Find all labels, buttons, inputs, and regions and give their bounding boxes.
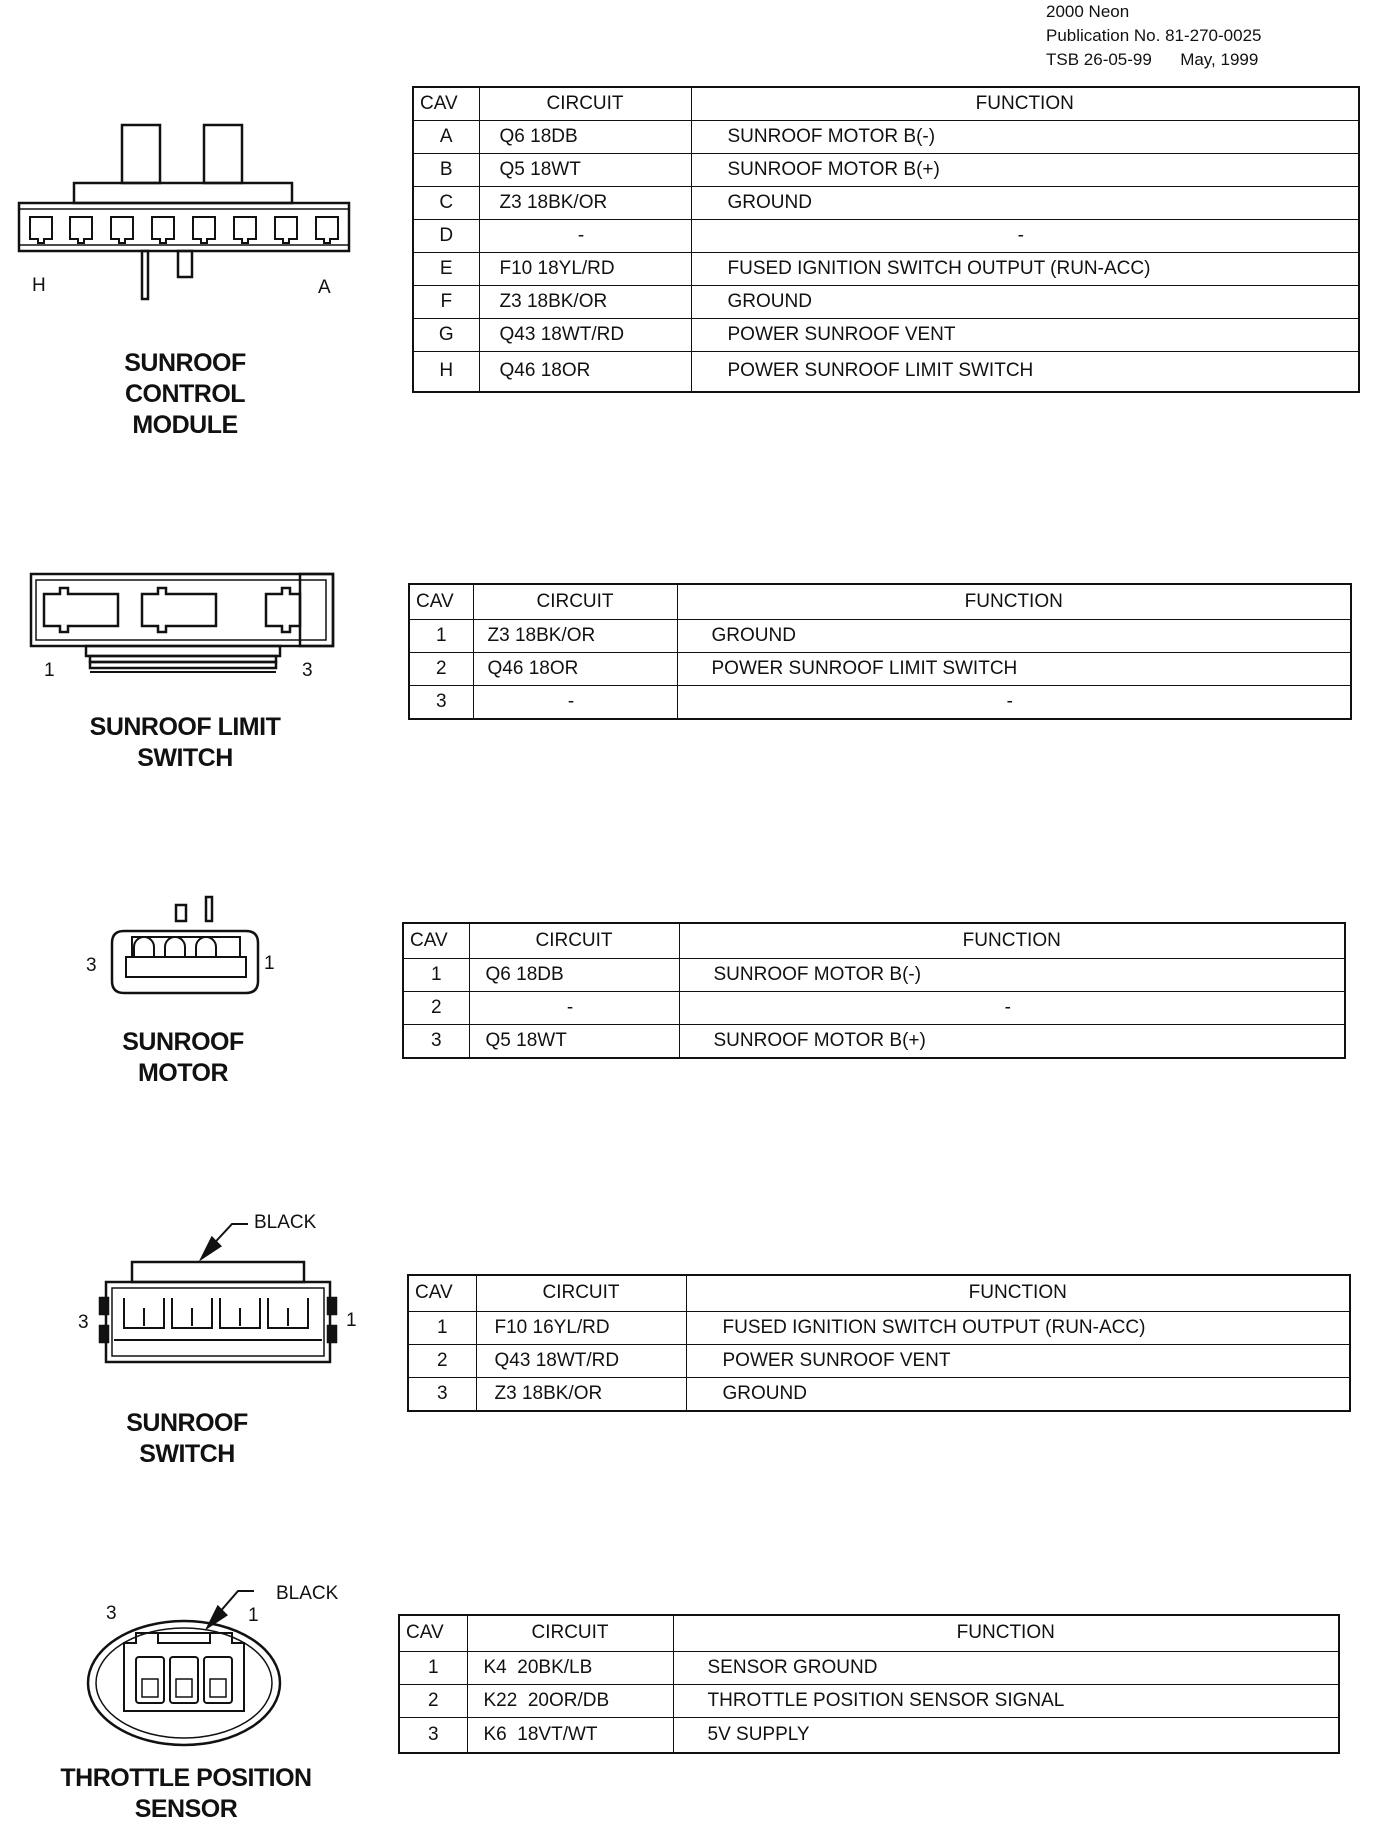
cell-cav: C	[413, 187, 479, 220]
table-row	[403, 991, 1345, 1024]
header-cav: CAV	[403, 923, 469, 958]
table-row	[403, 1024, 1345, 1058]
cell-circuit: Q43 18WT/RD	[479, 319, 691, 352]
cell-circuit: F10 16YL/RD	[476, 1311, 686, 1344]
connector-name-line: MODULE	[132, 411, 238, 439]
cell-cav: 2	[403, 991, 469, 1024]
table-row	[413, 352, 1359, 392]
table-row	[413, 154, 1359, 187]
cell-circuit: F10 18YL/RD	[479, 253, 691, 286]
connector-name-line: SWITCH	[139, 1440, 235, 1468]
connector-name-sunroof-control-module	[60, 348, 310, 441]
cell-circuit: -	[473, 685, 677, 719]
connector-name-sunroof-switch	[62, 1408, 312, 1470]
cell-cav: 3	[409, 685, 473, 719]
cell-cav: 2	[409, 652, 473, 685]
connector-name-line: SUNROOF	[122, 1028, 244, 1056]
table-row	[413, 187, 1359, 220]
cell-circuit: K22 20OR/DB	[467, 1684, 673, 1717]
control-module-connector-drawing	[18, 125, 348, 325]
cell-circuit: Z3 18BK/OR	[479, 286, 691, 319]
cell-function: POWER SUNROOF VENT	[691, 319, 1359, 352]
pinout-table-sunroof-motor	[402, 922, 1346, 1059]
publication-tsb-line	[1046, 48, 1261, 72]
cell-cav: 3	[403, 1024, 469, 1058]
cell-cav: 1	[408, 1311, 476, 1344]
connector-sunroof-control-module-diagram	[18, 125, 348, 325]
motor-connector-drawing	[80, 897, 280, 1007]
table-row	[409, 652, 1351, 685]
table-row	[413, 319, 1359, 352]
cell-circuit: Q46 18OR	[473, 652, 677, 685]
publication-header	[1046, 0, 1261, 72]
cell-circuit: -	[469, 991, 679, 1024]
cell-circuit: K6 18VT/WT	[467, 1717, 673, 1753]
color-label-black: BLACK	[276, 1583, 339, 1604]
table-header-row	[403, 923, 1345, 958]
table-row	[413, 121, 1359, 154]
table-row	[399, 1717, 1339, 1753]
connector-sunroof-motor-diagram	[80, 897, 280, 1007]
cell-cav: D	[413, 220, 479, 253]
cell-function: POWER SUNROOF LIMIT SWITCH	[677, 652, 1351, 685]
cell-function: GROUND	[677, 619, 1351, 652]
table-row	[413, 286, 1359, 319]
color-label-black: BLACK	[254, 1212, 317, 1233]
publication-tsb: TSB 26-05-99	[1046, 50, 1152, 69]
pinout-table-sunroof-limit-switch	[408, 583, 1352, 720]
publication-model: 2000 Neon	[1046, 2, 1130, 21]
pin-label-1: 1	[248, 1605, 259, 1626]
pin-label-a: A	[318, 277, 331, 298]
header-function: FUNCTION	[679, 923, 1345, 958]
pin-label-h: H	[32, 275, 46, 296]
cell-cav: 3	[399, 1717, 467, 1753]
connector-name-line: CONTROL	[124, 380, 246, 408]
pin-label-1: 1	[44, 660, 55, 681]
cell-function: -	[677, 685, 1351, 719]
cell-function: FUSED IGNITION SWITCH OUTPUT (RUN-ACC)	[691, 253, 1359, 286]
cell-cav: 2	[408, 1344, 476, 1377]
connector-name-line: SENSOR	[134, 1795, 238, 1823]
header-circuit: CIRCUIT	[469, 923, 679, 958]
connector-sunroof-limit-switch-diagram	[30, 574, 340, 684]
connector-name-line: SWITCH	[137, 744, 233, 772]
cell-circuit: Q5 18WT	[469, 1024, 679, 1058]
table-row	[409, 619, 1351, 652]
cell-circuit: Q5 18WT	[479, 154, 691, 187]
cell-circuit: Z3 18BK/OR	[473, 619, 677, 652]
cell-function: POWER SUNROOF VENT	[686, 1344, 1350, 1377]
cell-cav: A	[413, 121, 479, 154]
header-circuit: CIRCUIT	[476, 1275, 686, 1311]
header-circuit: CIRCUIT	[467, 1615, 673, 1651]
cell-cav: F	[413, 286, 479, 319]
connector-sunroof-switch-diagram	[74, 1200, 374, 1375]
switch-connector-drawing	[74, 1200, 374, 1375]
pinout-table-throttle-position-sensor	[398, 1614, 1340, 1754]
table-row	[399, 1651, 1339, 1684]
table-row	[413, 253, 1359, 286]
pin-label-3: 3	[86, 955, 97, 976]
cell-cav: 1	[399, 1651, 467, 1684]
table-header-row	[408, 1275, 1350, 1311]
connector-name-line: SUNROOF	[124, 349, 246, 377]
connector-name-line: SUNROOF LIMIT	[89, 713, 281, 741]
cell-cav: G	[413, 319, 479, 352]
cell-circuit: -	[479, 220, 691, 253]
cell-cav: 3	[408, 1377, 476, 1411]
table-row	[399, 1684, 1339, 1717]
cell-circuit: Z3 18BK/OR	[476, 1377, 686, 1411]
cell-cav: B	[413, 154, 479, 187]
pin-label-1: 1	[264, 953, 275, 974]
cell-circuit: Q46 18OR	[479, 352, 691, 392]
cell-circuit: Z3 18BK/OR	[479, 187, 691, 220]
header-cav: CAV	[399, 1615, 467, 1651]
cell-function: GROUND	[691, 187, 1359, 220]
cell-function: POWER SUNROOF LIMIT SWITCH	[691, 352, 1359, 392]
cell-function: GROUND	[686, 1377, 1350, 1411]
cell-cav: 1	[403, 958, 469, 991]
table-row	[408, 1377, 1350, 1411]
header-cav: CAV	[409, 584, 473, 619]
table-header-row	[413, 87, 1359, 121]
cell-function: SENSOR GROUND	[673, 1651, 1339, 1684]
header-function: FUNCTION	[673, 1615, 1339, 1651]
cell-circuit: Q6 18DB	[469, 958, 679, 991]
connector-name-sunroof-limit-switch	[60, 712, 310, 774]
cell-function: 5V SUPPLY	[673, 1717, 1339, 1753]
cell-function: SUNROOF MOTOR B(-)	[679, 958, 1345, 991]
header-function: FUNCTION	[686, 1275, 1350, 1311]
cell-function: SUNROOF MOTOR B(+)	[691, 154, 1359, 187]
header-function: FUNCTION	[677, 584, 1351, 619]
table-row	[409, 685, 1351, 719]
pin-label-3: 3	[106, 1603, 117, 1624]
table-header-row	[399, 1615, 1339, 1651]
connector-name-line: MOTOR	[137, 1059, 229, 1087]
header-function: FUNCTION	[691, 87, 1359, 121]
pinout-table-sunroof-switch	[407, 1274, 1351, 1412]
pin-label-1: 1	[346, 1310, 357, 1331]
table-row	[413, 220, 1359, 253]
connector-name-line: SUNROOF	[126, 1409, 248, 1437]
connector-throttle-position-sensor-diagram	[80, 1575, 380, 1745]
cell-cav: H	[413, 352, 479, 392]
pinout-table-sunroof-control-module	[412, 86, 1360, 393]
cell-function: THROTTLE POSITION SENSOR SIGNAL	[673, 1684, 1339, 1717]
cell-function: -	[679, 991, 1345, 1024]
cell-circuit: Q43 18WT/RD	[476, 1344, 686, 1377]
cell-function: -	[691, 220, 1359, 253]
connector-name-line: THROTTLE POSITION	[60, 1764, 312, 1792]
limit-switch-connector-drawing	[30, 574, 340, 684]
header-cav: CAV	[408, 1275, 476, 1311]
cell-circuit: Q6 18DB	[479, 121, 691, 154]
cell-cav: 2	[399, 1684, 467, 1717]
connector-name-throttle-position-sensor	[36, 1763, 336, 1825]
cell-cav: 1	[409, 619, 473, 652]
header-circuit: CIRCUIT	[479, 87, 691, 121]
pin-label-3: 3	[302, 660, 313, 681]
table-row	[408, 1311, 1350, 1344]
pin-label-3: 3	[78, 1312, 89, 1333]
cell-function: FUSED IGNITION SWITCH OUTPUT (RUN-ACC)	[686, 1311, 1350, 1344]
cell-function: GROUND	[691, 286, 1359, 319]
cell-function: SUNROOF MOTOR B(+)	[679, 1024, 1345, 1058]
cell-circuit: K4 20BK/LB	[467, 1651, 673, 1684]
cell-function: SUNROOF MOTOR B(-)	[691, 121, 1359, 154]
table-header-row	[409, 584, 1351, 619]
publication-date: May, 1999	[1180, 50, 1259, 69]
table-row	[408, 1344, 1350, 1377]
publication-number: Publication No. 81-270-0025	[1046, 26, 1262, 45]
cell-cav: E	[413, 253, 479, 286]
connector-name-sunroof-motor	[58, 1027, 308, 1089]
header-circuit: CIRCUIT	[473, 584, 677, 619]
table-row	[403, 958, 1345, 991]
header-cav: CAV	[413, 87, 479, 121]
